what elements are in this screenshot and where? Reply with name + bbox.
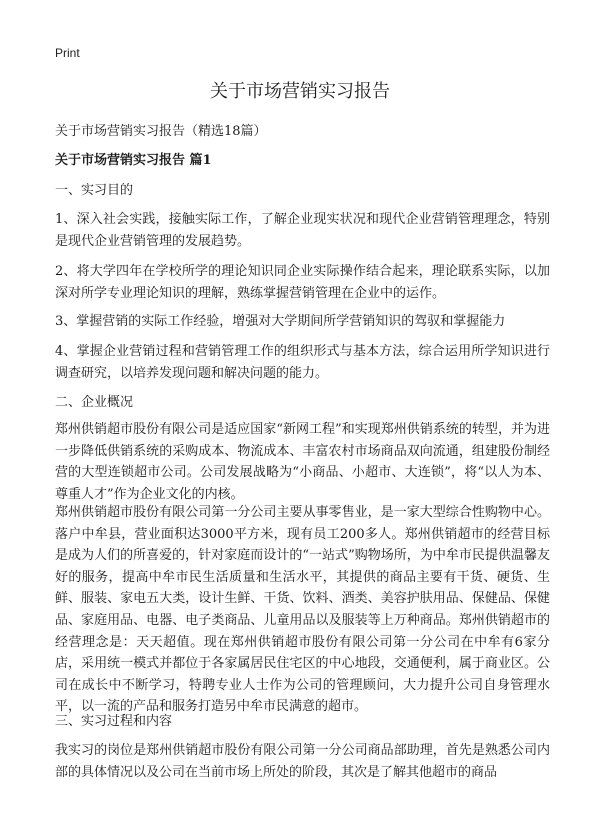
section-heading-purpose: 一、实习目的 bbox=[55, 183, 134, 198]
section-heading-process: 三、实习过程和内容 bbox=[55, 714, 173, 729]
paragraph-4: 4、掌握企业营销过程和营销管理工作的组织形式与基本方法，综合运用所学知识进行调查研究，以培养发现问题和解决问题的能力。 bbox=[55, 344, 550, 381]
paragraph-process: 我实习的岗位是郑州供销超市股份有限公司第一分公司商品部助理，首先是熟悉公司内部的具体情况以及公司在当前市场上所处的阶段，其次是了解其他超市的商品 bbox=[55, 743, 550, 780]
paragraph-company-intro: 郑州供销超市股份有限公司是适应国家“新网工程”和实现郑州供销系统的转型，并为进一步降低供销系统的采购成本、物流成本、丰富农村市场商品双向流通，组建股份制经营的大型连锁超市公司。公司发展战略为“小商品、小超市、大连锁”，将“以人为本、尊重人才”作为企业文化的内核。 bbox=[55, 422, 550, 502]
paragraph-3: 3、掌握营销的实际工作经验，增强对大学期间所学营销知识的驾驭和掌握能力 bbox=[55, 314, 506, 329]
section-heading-company: 二、企业概况 bbox=[55, 395, 134, 410]
document-title: 关于市场营销实习报告 bbox=[210, 81, 390, 102]
paragraph-2: 2、将大学四年在学校所学的理论知识同企业实际操作结合起来，理论联系实际，以加深对所学专业理论知识的理解，熟练掌握营销管理在企业中的运作。 bbox=[55, 264, 550, 301]
document-subtitle: 关于市场营销实习报告（精选18篇） bbox=[55, 124, 267, 139]
paragraph-company-detail: 郑州供销超市股份有限公司第一分公司主要从事零售业，是一家大型综合性购物中心。落户中牟县，营业面积达3000平方米，现有员工200多人。郑州供销超市的经营目标是成为人们的所喜爱的，针对家庭而设计的“一站式”购物场所，为中牟市民提供温馨友好的服务，提高中牟市民生活质量和生活水平，其提供的商品主要有干货、硬货、生鲜、服装、家电五大类，设计生鲜、干货、饮料、酒类、美容护肤用品、保健品、保健品、家庭用品、电器、电子类商品、儿童用品以及服装等上万种商品。郑州供销超市的经营理念是：天天超值。现在郑州供销超市股份有限公司第一分公司在中牟有6家分店，采用统一模式并都位于各家属居民住宅区的中心地段，交通便利，属于商业区。公司在成长中不断学习，特聘专业人士作为公司的管理顾问，大力提升公司自身管理水平，以一流的产品和服务打造另中牟市民满意的超市。 bbox=[55, 505, 550, 715]
paragraph-1: 1、深入社会实践，接触实际工作，了解企业现实状况和现代企业营销管理理念，特别是现代企业营销管理的发展趋势。 bbox=[55, 212, 550, 249]
print-link[interactable]: Print bbox=[55, 46, 80, 60]
article-heading: 关于市场营销实习报告 篇1 bbox=[55, 153, 212, 168]
